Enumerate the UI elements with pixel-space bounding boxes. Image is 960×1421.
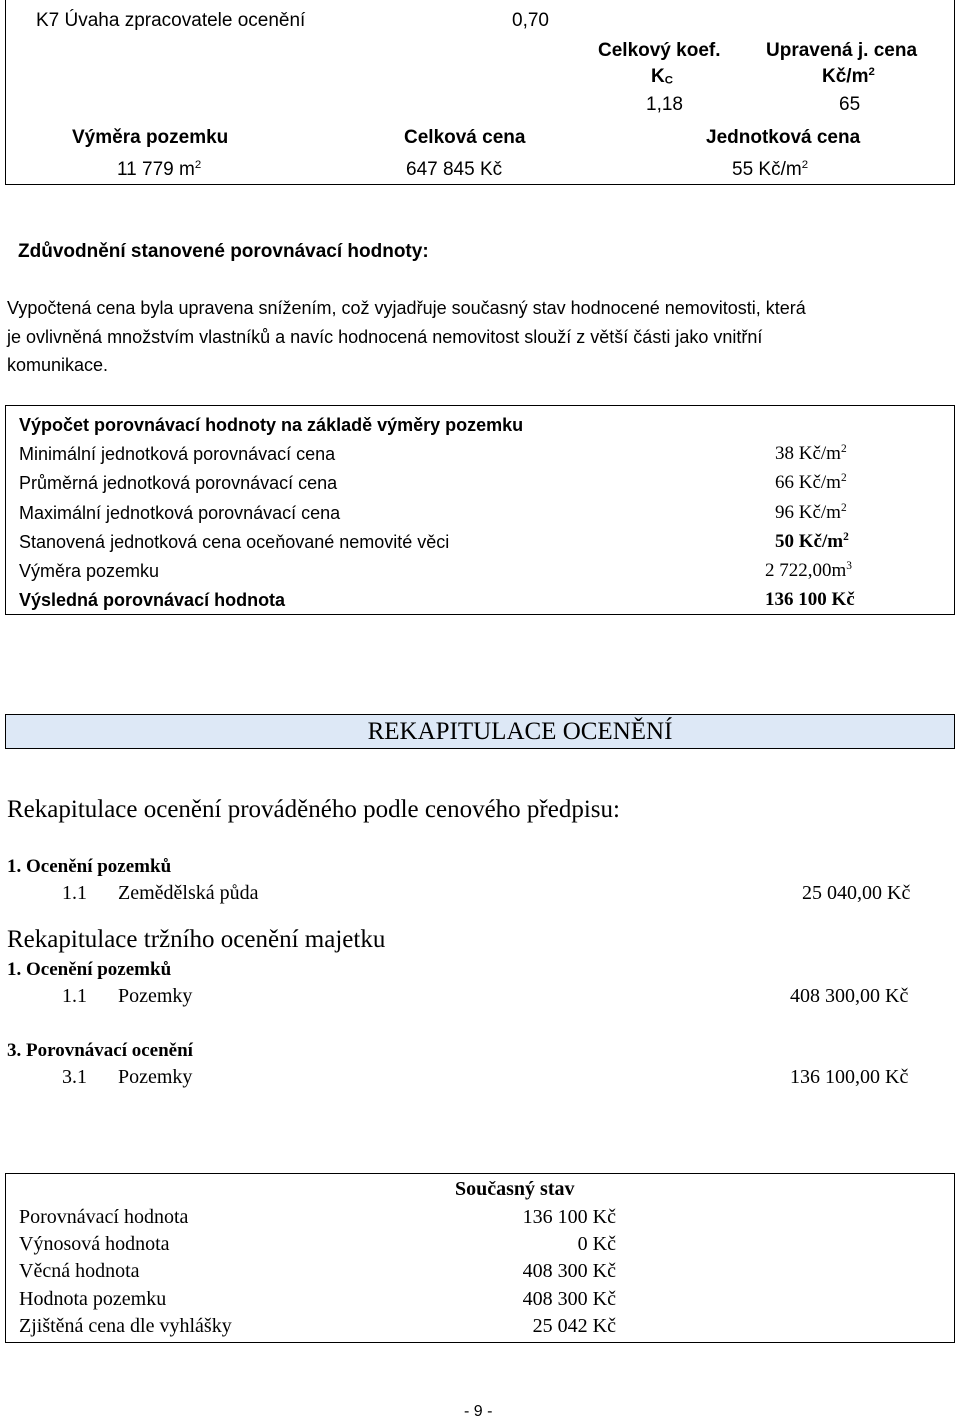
justification-title: Zdůvodnění stanovené porovnávací hodnoty: [18,241,429,262]
recap-market-item1-label: Pozemky [118,985,193,1007]
k7-value: 0,70 [512,10,549,31]
adjusted-price-unit-exp: 2 [868,66,875,79]
page-number: - 9 - [464,1403,493,1420]
calc-label-set: Stanovená jednotková cena oceňované nemovité věci [19,532,450,552]
recap-official-item-label: Zemědělská půda [118,882,259,904]
summary-value-land: 408 300 Kč [522,1288,616,1310]
recap-official-item-value: 25 040,00 Kč [802,882,911,904]
calc-label-max: Maximální jednotková porovnávací cena [19,503,341,523]
recap-official-item-num: 1.1 [62,882,87,904]
summary-label-land: Hodnota pozemku [19,1288,167,1310]
adjusted-price-unit-text: Kč/m [822,66,869,87]
total-price-value: 647 845 Kč [406,159,503,180]
summary-value-asset: 408 300 Kč [522,1260,616,1282]
recap-official-title: Rekapitulace ocenění prováděného podle cenového předpisu: [7,796,620,823]
recap-market-title: Rekapitulace tržního ocenění majetku [7,926,386,953]
summary-label-asset: Věcná hodnota [19,1260,140,1282]
total-coef-value: 1,18 [646,94,683,115]
calc-value-result: 136 100 Kč [765,589,855,610]
summary-value-income: 0 Kč [577,1233,616,1255]
calc-value-avg-text: 66 Kč/m [775,472,841,493]
calc-value-set-text: 50 Kč/m [775,531,844,552]
calc-label-min: Minimální jednotková porovnávací cena [19,444,336,464]
recap-market-item1-num: 1.1 [62,985,87,1007]
calc-title: Výpočet porovnávací hodnoty na základě výměry pozemku [19,415,524,435]
recap-market-section-1: 1. Ocenění pozemků [7,959,172,980]
area-header: Výměra pozemku [72,127,229,148]
recap-market-item3-label: Pozemky [118,1066,193,1088]
adjusted-price-unit [822,66,875,88]
unit-price-value [732,159,808,181]
kc-sub: C [664,74,673,87]
summary-header: Současný stav [455,1178,575,1200]
recap-banner [5,714,955,749]
summary-value-comparative: 136 100 Kč [522,1206,616,1228]
unit-price-value-exp: 2 [801,159,809,172]
total-coef-header: Celkový koef. [598,40,721,61]
total-price-header: Celková cena [404,127,526,148]
calc-value-min-text: 38 Kč/m [775,443,841,464]
recap-market-item3-value: 136 100,00 Kč [790,1066,909,1088]
calc-value-min-exp: 2 [840,443,847,456]
calc-value-avg-exp: 2 [840,472,847,485]
area-value [117,159,201,181]
calc-value-area-text: 2 722,00m [765,560,847,581]
kc-symbol [651,66,673,88]
justification-line-2: je ovlivněná množstvím vlastníků a navíc hodnocená nemovitost slouží z větší části jako vnitřní [7,327,763,347]
calc-value-set-exp: 2 [843,531,849,544]
recap-official-section: 1. Ocenění pozemků [7,856,172,877]
kc-main: K [651,66,665,87]
calc-label-result: Výsledná porovnávací hodnota [19,590,286,610]
summary-label-decree: Zjištěná cena dle vyhlášky [19,1315,232,1337]
calc-value-area-exp: 3 [846,560,852,573]
calc-value-max-text: 96 Kč/m [775,502,841,523]
area-value-text: 11 779 m [117,159,195,180]
unit-price-header: Jednotková cena [706,127,861,148]
calc-value-avg [775,472,847,494]
calc-value-min [775,443,847,465]
recap-banner-title: REKAPITULACE OCENĚNÍ [367,718,673,745]
area-value-exp: 2 [194,159,202,172]
justification-line-3: komunikace. [7,355,109,375]
summary-value-decree: 25 042 Kč [532,1315,616,1337]
calc-value-area [765,560,852,582]
summary-label-comparative: Porovnávací hodnota [19,1206,189,1228]
calc-value-max [775,502,847,524]
calc-label-area: Výměra pozemku [19,561,160,581]
recap-market-section-3: 3. Porovnávací ocenění [7,1040,193,1061]
adjusted-price-header: Upravená j. cena [766,40,918,61]
calc-value-max-exp: 2 [840,502,847,515]
unit-price-value-text: 55 Kč/m [732,159,802,180]
calc-value-set [775,531,849,553]
calc-label-avg: Průměrná jednotková porovnávací cena [19,473,338,493]
recap-market-item1-value: 408 300,00 Kč [790,985,909,1007]
justification-line-1: Vypočtená cena byla upravena snížením, což vyjadřuje současný stav hodnocené nemovitosti, která [7,298,806,318]
k7-label: K7 Úvaha zpracovatele ocenění [36,10,306,31]
summary-label-income: Výnosová hodnota [19,1233,170,1255]
adjusted-price-value: 65 [839,94,861,115]
recap-market-item3-num: 3.1 [62,1066,87,1088]
